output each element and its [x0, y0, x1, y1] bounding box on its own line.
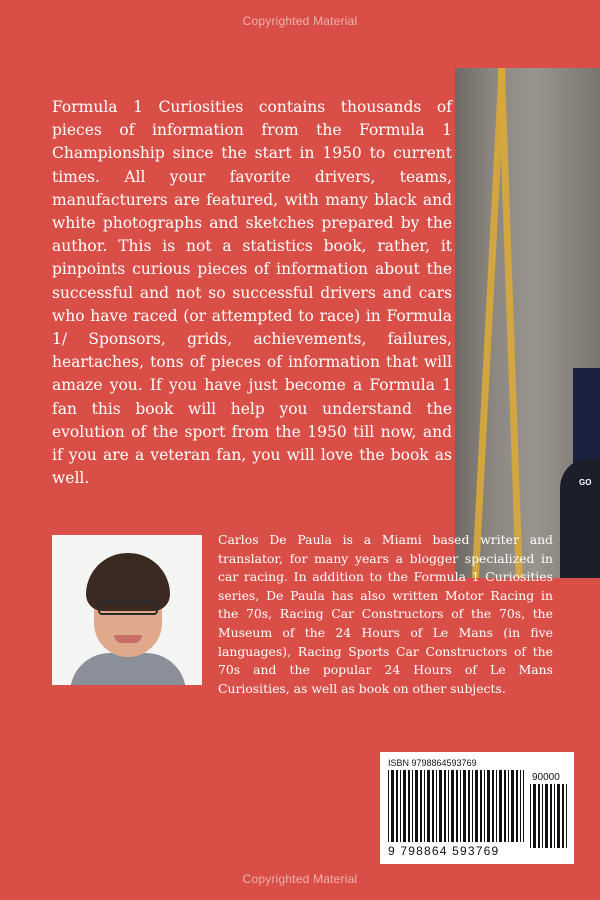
author-photo	[52, 535, 202, 685]
price-code-bars	[530, 784, 568, 848]
barcode-bar	[391, 770, 394, 842]
barcode-bar	[432, 770, 434, 842]
barcode-bar	[554, 784, 555, 848]
barcode-box	[380, 752, 574, 864]
barcode-number: 9 798864 593769	[388, 844, 500, 858]
barcode-bar	[511, 770, 514, 842]
barcode-bar	[475, 770, 478, 842]
barcode-bar	[388, 770, 389, 842]
barcode-bar	[444, 770, 446, 842]
barcode-bar	[557, 784, 560, 848]
barcode-bar	[550, 784, 552, 848]
barcode-bar	[508, 770, 509, 842]
isbn-label: ISBN 9798864593769	[388, 758, 477, 768]
barcode-bar	[492, 770, 494, 842]
barcode-bar	[448, 770, 449, 842]
barcode-bar	[460, 770, 461, 842]
barcode-bar	[533, 784, 536, 848]
barcode-bar	[562, 784, 564, 848]
author-smile	[114, 635, 142, 643]
author-shirt	[70, 653, 186, 685]
author-bio: Carlos De Paula is a Miami based writer and translator, for many years a blogger specialized in car racing. In addition to the Formula 1 Curiosities series, De Paula has also written Motor Racing in the 70s, Racing Car Constructors of the 70s, the Museum of the 24 Hours of Le Mans (in five languages), Racing Sports Car Constructors of the 70s and the popular 24 Hours of Le Mans Curiosities, as well as book on other subjects.	[218, 532, 553, 696]
barcode-bar	[480, 770, 482, 842]
barcode-bar	[451, 770, 454, 842]
barcode-bar	[542, 784, 543, 848]
barcode-bar	[566, 784, 567, 848]
barcode-bar	[496, 770, 497, 842]
barcode-bar	[400, 770, 401, 842]
barcode-bar	[538, 784, 540, 848]
barcode-bars	[388, 770, 524, 842]
price-code: 90000	[532, 772, 560, 783]
barcode-bar	[487, 770, 490, 842]
watermark-top: Copyrighted Material	[242, 14, 358, 28]
barcode-bar	[412, 770, 413, 842]
barcode-bar	[463, 770, 466, 842]
watermark-bottom: Copyrighted Material	[242, 872, 358, 886]
barcode-bar	[424, 770, 425, 842]
barcode-bar	[484, 770, 485, 842]
barcode-bar	[456, 770, 458, 842]
barcode-bar	[523, 770, 524, 842]
car-sponsor-text: GO	[579, 478, 592, 487]
barcode-bar	[415, 770, 418, 842]
barcode-bar	[530, 784, 531, 848]
barcode-bar	[472, 770, 473, 842]
barcode-bar	[408, 770, 410, 842]
barcode-bar	[504, 770, 506, 842]
barcode-bar	[403, 770, 406, 842]
barcode-bar	[499, 770, 502, 842]
barcode-bar	[436, 770, 437, 842]
race-car-photo	[455, 68, 600, 578]
barcode-bar	[439, 770, 442, 842]
barcode-bar	[545, 784, 548, 848]
barcode-bar	[520, 770, 521, 842]
author-glasses	[98, 601, 158, 615]
car-wheel	[560, 458, 600, 578]
barcode-bar	[427, 770, 430, 842]
book-description: Formula 1 Curiosities contains thousands of pieces of information from the Formula 1 Championship since the start in 1950 to current times. All your favorite drivers, teams, manufacturers are featured, with many black and white photographs and sketches prepared by the author. This is not a statistics book, rather, it pinpoints curious pieces of information about the successful and not so successful drivers and cars who have raced (or attempted to race) in Formula 1/ Sponsors, grids, achievements, failures, heartaches, tons of pieces of information that will amaze you. If you have just become a Formula 1 fan this book will help you understand the evolution of the sport from the 1950 till now, and if you are a veteran fan, you will love the book as well.	[52, 98, 452, 488]
track-line	[497, 68, 524, 578]
barcode-bar	[396, 770, 398, 842]
barcode-bar	[468, 770, 470, 842]
barcode-bar	[420, 770, 422, 842]
barcode-bar	[516, 770, 518, 842]
